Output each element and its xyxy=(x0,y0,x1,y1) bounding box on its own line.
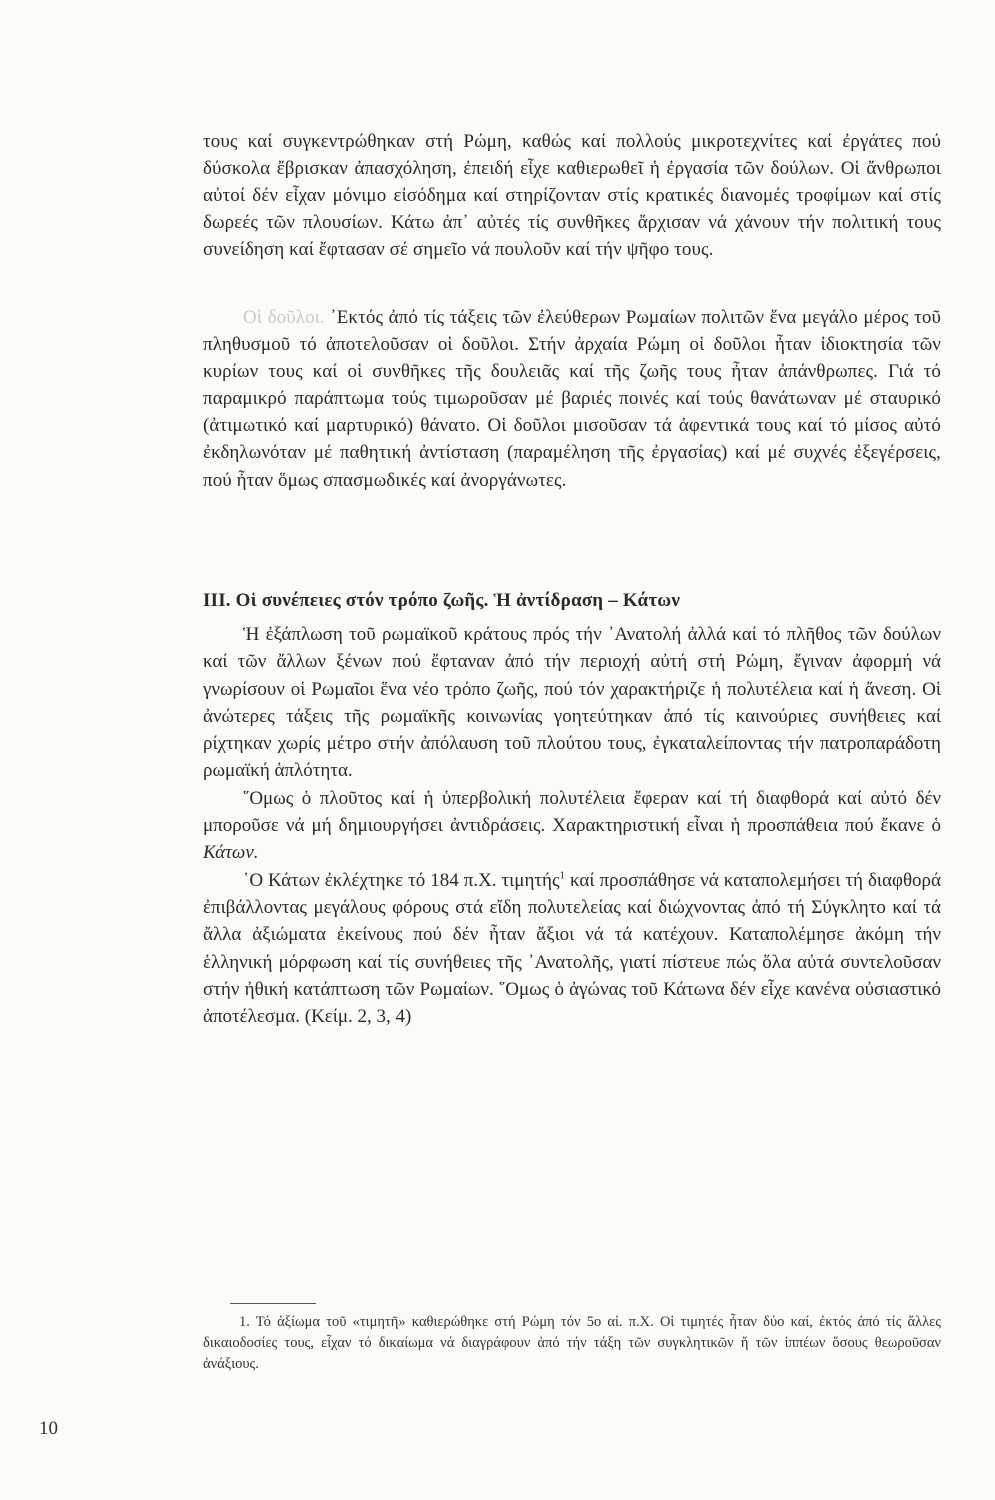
section-body xyxy=(203,621,941,1030)
footnote: 1. Τό ἀξίωμα τοῦ «τιμητῆ» καθιερώθηκε στή Ρώμη τόν 5ο αἰ. π.Χ. Οἱ τιμητές ἦταν δύο καί, ἐκτός ἀπό τίς ἄλλες δικαιοδοσίες τους, εἶχαν τό δικαίωμα νά διαγράφουν ἀπό τήν τάξη τῶν συγκλητικῶν ἤ τῶν ἱππέων ὅσους θεωροῦσαν ἀνάξιους. xyxy=(203,1314,941,1372)
paragraph-1-text: τους καί συγκεντρώθηκαν στή Ρώμη, καθώς καί πολλούς μικροτεχνίτες καί ἐργάτες πού δύσκολα ἔβρισκαν ἀπασχόληση, ἐπειδή εἶχε καθιερωθεῖ ἡ ἐργασία τῶν δούλων. Οἱ ἄνθρωποι αὐτοί δέν εἶχαν μόνιμο εἰσόδημα καί στηρίζονταν στίς κρατικές διανομές τροφίμων καί στίς δωρεές τῶν πλουσίων. Κάτω ἀπ᾽ αὐτές τίς συνθῆκες ἄρχισαν νά χάνουν τήν πολιτική τους συνείδηση καί ἔφτασαν σέ σημεῖο νά πουλοῦν καί τήν ψῆφο τους. xyxy=(203,131,941,261)
cato-name: Κάτων. xyxy=(203,842,259,864)
slaves-text: ᾿Εκτός ἀπό τίς τάξεις τῶν ἐλεύθερων Ρωμαίων πολιτῶν ἕνα μεγάλο μέρος τοῦ πληθυσμοῦ τό ἀποτελοῦσαν οἱ δοῦλοι. Στήν ἀρχαία Ρώμη οἱ δοῦλοι ἦταν ἰδιοκτησία τῶν κυρίων τους καί οἱ συνθῆκες τῆς δουλειᾶς καί τῆς ζωῆς τους ἦταν ἀπάνθρωπες. Γιά τό παραμικρό παράπτωμα τούς τιμωροῦσαν μέ βαριές ποινές καί τούς θανάτωναν μέ σταυρικό (ἀτιμωτικό καί μαρτυρικό) θάνατο. Οἱ δοῦλοι μισοῦσαν τά ἀφεντικά τους καί τό μίσος αὐτό ἐκδηλωνόταν μέ παθητική ἀντίσταση (παραμέληση τῆς ἐργασίας) καί μέ συχνές ἐξεγέρσεις, πού ἦταν ὅμως σπασμωδικές καί ἀνοργάνωτες. xyxy=(203,307,941,491)
paragraph-1 xyxy=(203,128,941,263)
section-paragraph-2: ῞Ομως ὁ πλοῦτος καί ἡ ὑπερβολική πολυτέλεια ἔφεραν καί τή διαφθορά καί αὐτό δέν μποροῦσε νά μή δημιουργήσει ἀντιδράσεις. Χαρακτηριστική εἶναι ἡ προσπάθεια πού ἔκανε ὁ Κάτων. xyxy=(203,787,941,864)
page-number: 10 xyxy=(39,1418,58,1439)
footnote-ref: 1 xyxy=(559,869,566,882)
footnote-divider xyxy=(230,1303,316,1304)
paragraph-slaves xyxy=(203,304,941,494)
section-heading: III. Οἱ συνέπειες στόν τρόπο ζωῆς. Ἡ ἀντίδραση – Κάτων xyxy=(203,590,681,611)
section-paragraph-1: Ἡ ἐξάπλωση τοῦ ρωμαϊκοῦ κράτους πρός τήν ᾿Ανατολή ἀλλά καί τό πλῆθος τῶν δούλων καί τῶν ἄλλων ξένων πού ἔφταναν ἀπό τήν περιοχή αὐτή στή Ρώμη, ἔγιναν ἀφορμή νά γνωρίσουν οἱ Ρωμαῖοι ἕνα νέο τρόπο ζωῆς, πού τόν χαρακτήριζε ἡ πολυτέλεια καί ἡ ἄνεση. Οἱ ἀνώτερες τάξεις τῆς ρωμαϊκῆς κοινωνίας γοητεύτηκαν ἀπό τίς καινούριες συνήθειες καί ρίχτηκαν χωρίς μέτρο στήν ἀπόλαυση τοῦ πλούτου τους, ἐγκαταλείποντας τήν πατροπαράδοτη ρωμαϊκή ἁπλότητα. xyxy=(203,624,941,782)
slaves-label: Οἱ δοῦλοι. xyxy=(243,307,325,328)
section-paragraph-3: ῾Ο Κάτων ἐκλέχτηκε τό 184 π.Χ. τιμητής$^1$ καί προσπάθησε νά καταπολεμήσει τή διαφθορά ἐπιβάλλοντας μεγάλους φόρους στά εἴδη πολυτελείας καί διώχνοντας ἀπό τή Σύγκλητο καί τά ἄλλα ἀξιώματα ἐκείνους πού δέν ἦταν ἄξιοι νά τά κατέχουν. Καταπολέμησε ἀκόμη τήν ἑλληνική μόρφωση καί τίς συνήθειες τῆς ᾿Ανατολῆς, γιατί πίστευε πώς ὅλα αὐτά συντελοῦσαν στήν ἠθική κατάπτωση τῶν Ρωμαίων. ῞Ομως ὁ ἀγώνας τοῦ Κάτωνα δέν εἶχε κανένα οὐσιαστικό ἀποτέλεσμα. (Κείμ. 2, 3, 4) xyxy=(203,869,941,1028)
